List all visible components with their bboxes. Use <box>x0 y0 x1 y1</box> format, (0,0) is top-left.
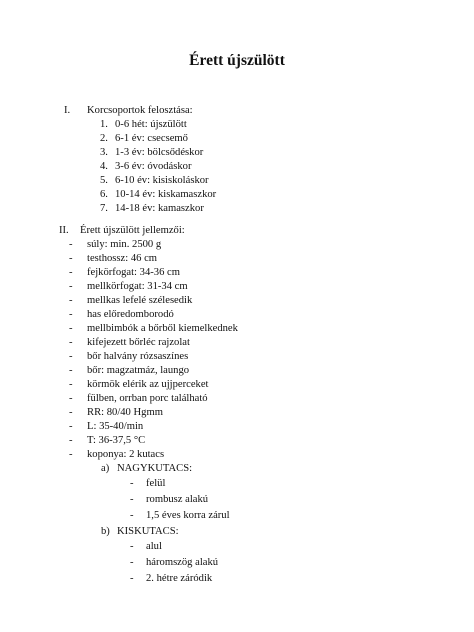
list-dash: - <box>130 478 134 489</box>
list-dash: - <box>69 449 73 460</box>
subsection-marker: a) <box>101 463 110 474</box>
list-dash: - <box>130 557 134 568</box>
list-item: fejkörfogat: 34-36 cm <box>87 267 180 278</box>
list-item: 14-18 év: kamaszkor <box>115 203 204 214</box>
list-dash: - <box>69 281 73 292</box>
list-item: mellkörfogat: 31-34 cm <box>87 281 188 292</box>
subsection-heading: KISKUTACS: <box>117 526 179 537</box>
list-dash: - <box>69 365 73 376</box>
list-item: 2. hétre záródik <box>146 573 213 584</box>
list-dash: - <box>69 407 73 418</box>
list-dash: - <box>69 323 73 334</box>
list-item: bőr halvány rózsaszínes <box>87 351 189 362</box>
page-title: Érett újszülött <box>189 52 285 69</box>
list-item-number: 1. <box>100 119 108 130</box>
list-item: T: 36-37,5 °C <box>87 435 146 446</box>
list-item-number: 6. <box>100 189 108 200</box>
list-item-number: 5. <box>100 175 108 186</box>
list-item-number: 2. <box>100 133 108 144</box>
list-item: mellbimbók a bőrből kiemelkednek <box>87 323 238 334</box>
list-dash: - <box>69 253 73 264</box>
list-item: koponya: 2 kutacs <box>87 449 165 460</box>
list-item: alul <box>146 541 162 552</box>
list-item: súly: min. 2500 g <box>87 239 162 250</box>
list-item: testhossz: 46 cm <box>87 253 158 264</box>
list-dash: - <box>69 351 73 362</box>
list-item: rombusz alakú <box>146 494 209 505</box>
list-item: 6-1 év: csecsemő <box>115 133 188 144</box>
list-dash: - <box>130 510 134 521</box>
section-heading: Érett újszülött jellemzői: <box>80 225 185 236</box>
list-dash: - <box>69 239 73 250</box>
list-item: has előredomborodó <box>87 309 174 320</box>
list-dash: - <box>69 393 73 404</box>
list-dash: - <box>69 421 73 432</box>
list-item: felül <box>146 478 166 489</box>
list-item: 10-14 év: kiskamaszkor <box>115 189 217 200</box>
section-numeral: II. <box>59 225 69 236</box>
list-item-number: 4. <box>100 161 108 172</box>
list-item-number: 3. <box>100 147 108 158</box>
section-numeral: I. <box>64 105 71 116</box>
list-item: L: 35-40/min <box>87 421 144 432</box>
list-item: 3-6 év: óvodáskor <box>115 161 192 172</box>
list-dash: - <box>130 541 134 552</box>
list-item: 1,5 éves korra zárul <box>146 510 230 521</box>
list-item: háromszög alakú <box>146 557 219 568</box>
list-dash: - <box>130 573 134 584</box>
list-item: fülben, orrban porc található <box>87 393 208 404</box>
list-item: kifejezett bőrléc rajzolat <box>87 337 190 348</box>
list-dash: - <box>130 494 134 505</box>
list-dash: - <box>69 379 73 390</box>
subsection-heading: NAGYKUTACS: <box>117 463 193 474</box>
list-item: mellkas lefelé szélesedik <box>87 295 193 306</box>
list-dash: - <box>69 435 73 446</box>
list-item: RR: 80/40 Hgmm <box>87 407 163 418</box>
list-item: bőr: magzatmáz, laungo <box>87 365 190 376</box>
list-item: körmök elérik az ujjperceket <box>87 379 209 390</box>
list-item-number: 7. <box>100 203 108 214</box>
list-dash: - <box>69 295 73 306</box>
list-item: 0-6 hét: újszülött <box>115 119 187 130</box>
list-dash: - <box>69 337 73 348</box>
list-item: 6-10 év: kisiskoláskor <box>115 175 209 186</box>
list-dash: - <box>69 267 73 278</box>
list-item: 1-3 év: bölcsődéskor <box>115 147 204 158</box>
section-heading: Korcsoportok felosztása: <box>87 105 193 116</box>
subsection-marker: b) <box>101 526 110 537</box>
list-dash: - <box>69 309 73 320</box>
